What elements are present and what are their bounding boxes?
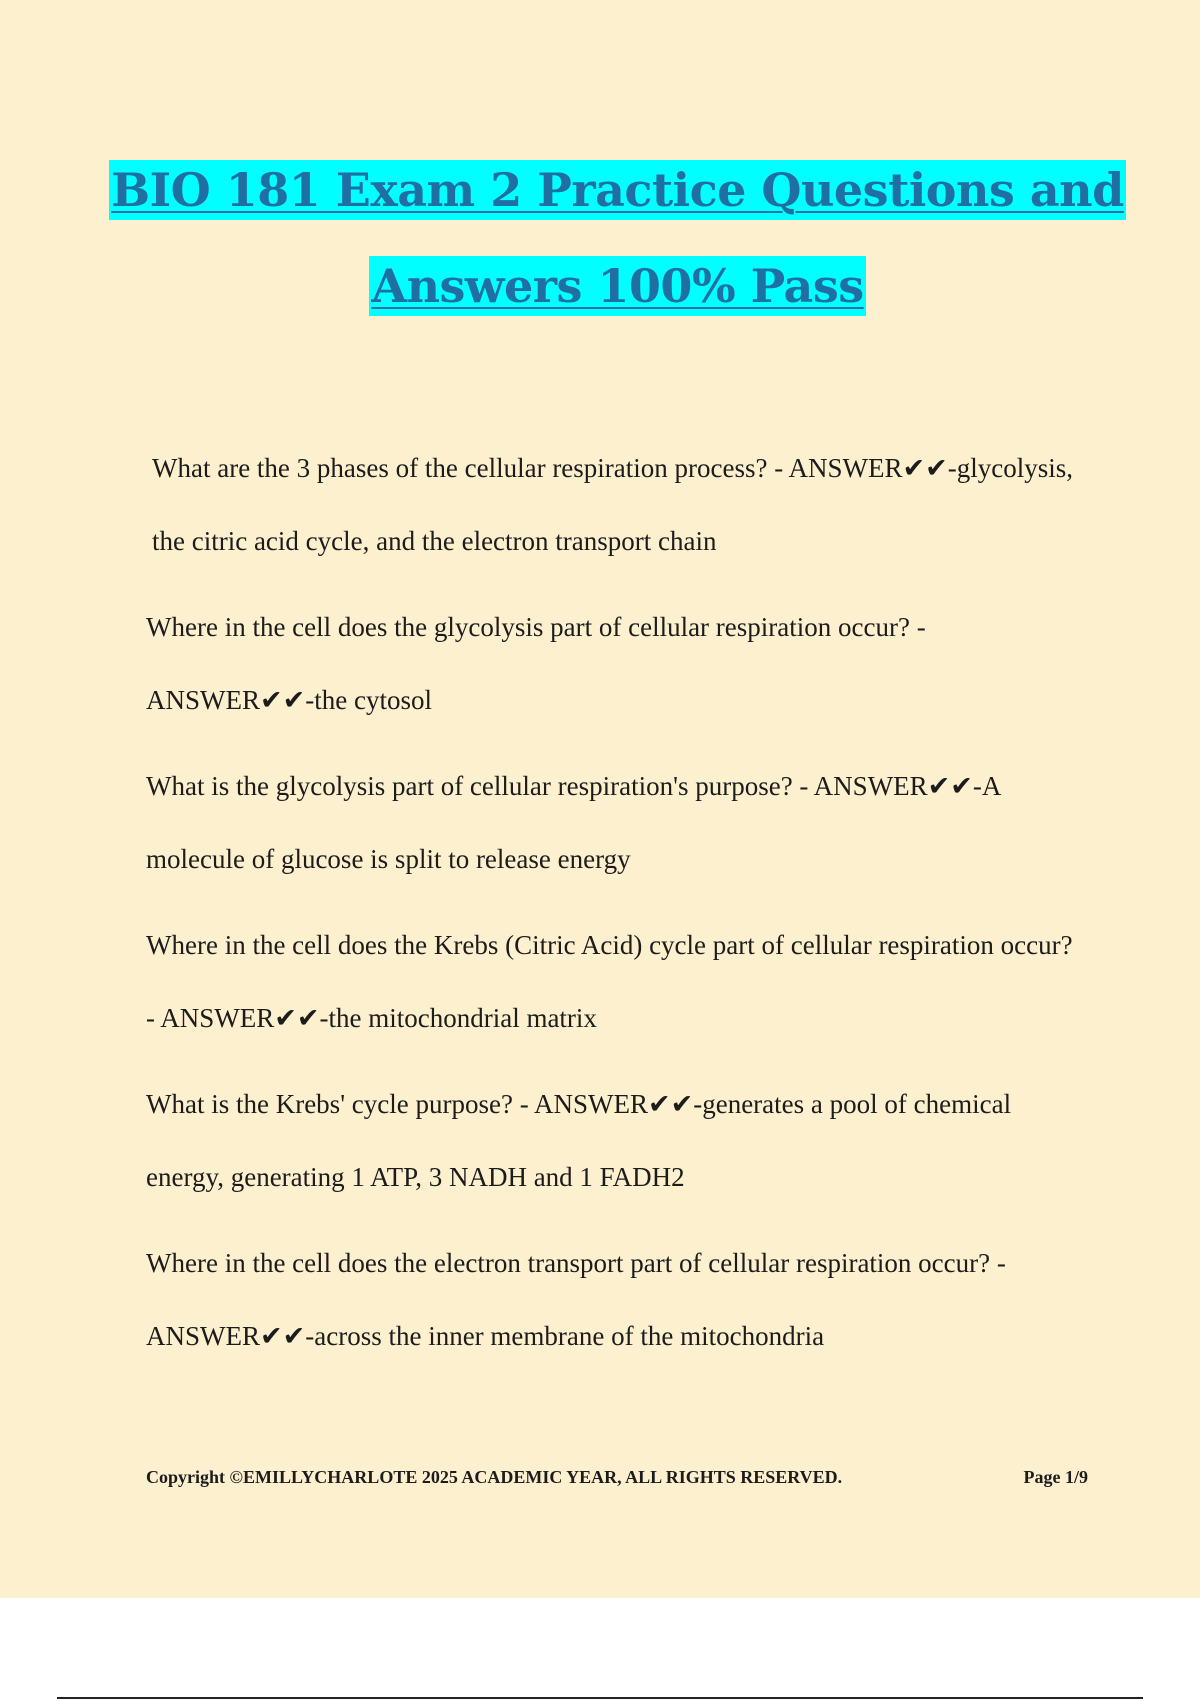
qa-item: What are the 3 phases of the cellular respiration process? - ANSWER✔✔-glycolysis, the citric acid cycle, and the electron transport chain [152,453,1073,556]
qa-item: Where in the cell does the Krebs (Citric Acid) cycle part of cellular respiration occur? - ANSWER✔✔-the mitochondrial matrix [146,930,1073,1033]
qa-list [146,432,1086,1386]
qa-item: Where in the cell does the glycolysis part of cellular respiration occur? - ANSWER✔✔-the cytosol [146,612,926,715]
qa-item: What is the glycolysis part of cellular respiration's purpose? - ANSWER✔✔-A molecule of glucose is split to release energy [146,771,1000,874]
bottom-divider [57,1697,1143,1699]
qa-item: Where in the cell does the electron transport part of cellular respiration occur? - ANSWER✔✔-across the inner membrane of the mitochondria [146,1248,1006,1351]
qa-item: What is the Krebs' cycle purpose? - ANSWER✔✔-generates a pool of chemical energy, generating 1 ATP, 3 NADH and 1 FADH2 [146,1089,1012,1192]
page-number: Page 1/9 [1023,1467,1088,1487]
title-line-1: BIO 181 Exam 2 Practice Questions and [109,160,1126,220]
document-title [0,160,1200,352]
page-footer [146,1467,1088,1488]
title-line-2: Answers 100% Pass [369,256,865,316]
copyright-notice: Copyright ©EMILLYCHARLOTE 2025 ACADEMIC YEAR, ALL RIGHTS RESERVED. [146,1467,843,1487]
